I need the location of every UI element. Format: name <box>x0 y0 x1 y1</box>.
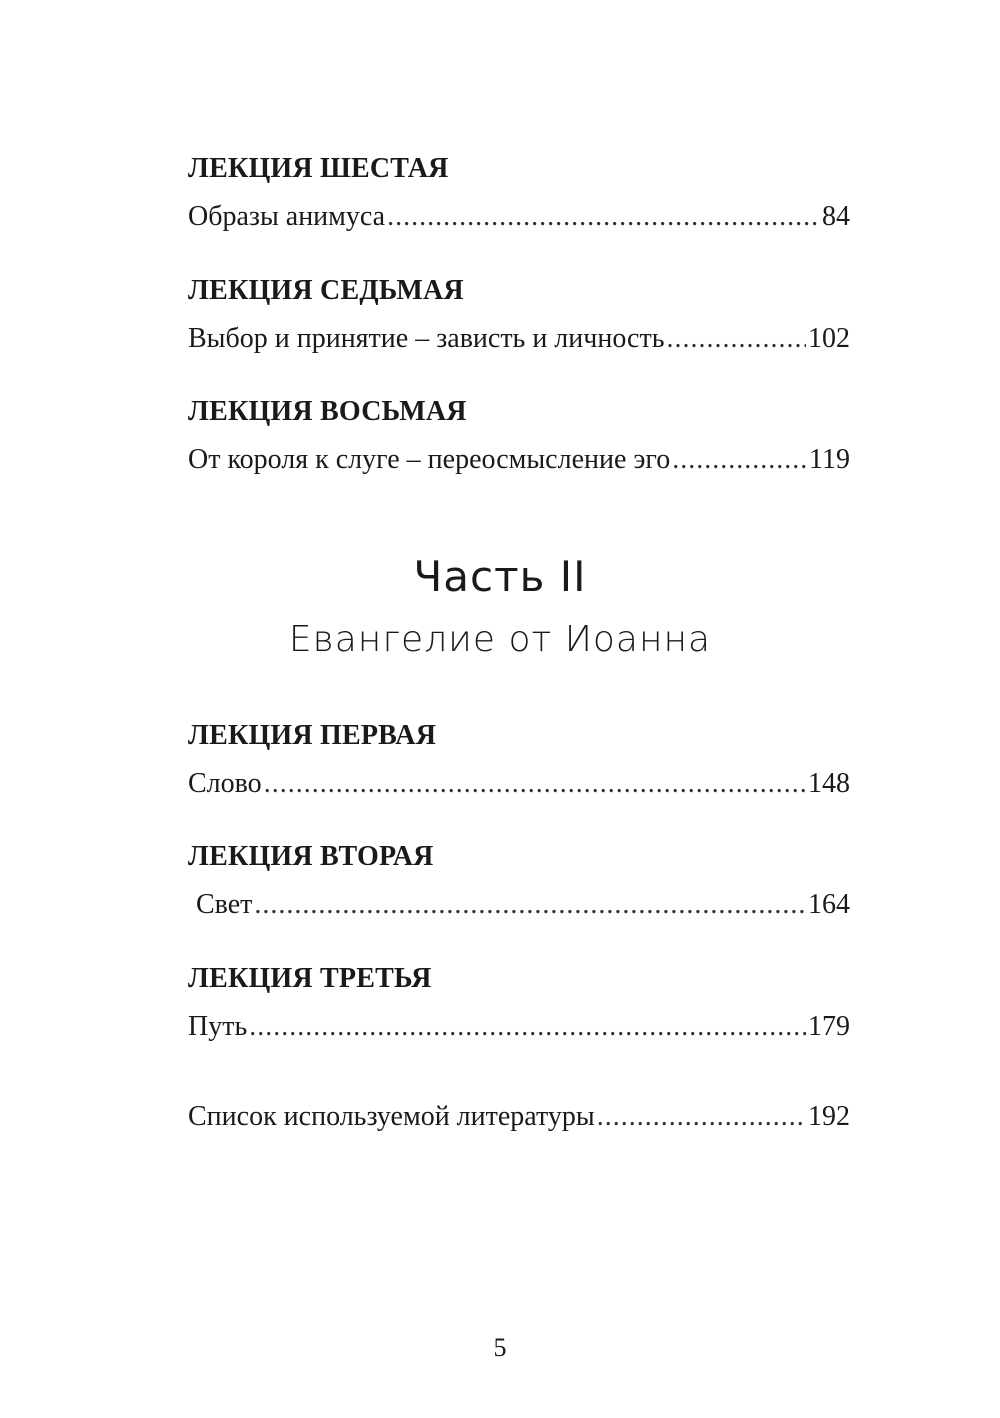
entry-page-number: 102 <box>808 323 850 354</box>
lecture-heading: ЛЕКЦИЯ СЕДЬМАЯ <box>188 275 464 306</box>
dot-leader <box>264 767 806 801</box>
entry-title: Образы анимуса <box>188 201 386 232</box>
entry-page-number: 119 <box>809 444 850 475</box>
toc-entry <box>188 888 850 922</box>
entry-page-number: 192 <box>808 1101 850 1132</box>
lecture-heading: ЛЕКЦИЯ ТРЕТЬЯ <box>188 963 432 994</box>
toc-entry <box>188 1100 850 1134</box>
entry-title: Список используемой литературы <box>188 1101 595 1132</box>
entry-page-number: 179 <box>808 1011 850 1042</box>
toc-section-bibliography <box>188 1100 850 1134</box>
dot-leader <box>249 1010 806 1044</box>
entry-title: Путь <box>188 1011 248 1042</box>
toc-entry <box>188 322 850 356</box>
entry-title: Слово <box>188 768 262 799</box>
entry-title: Свет <box>196 889 253 920</box>
toc-section-lecture-6 <box>188 152 850 234</box>
toc-entry <box>188 200 850 234</box>
entry-page-number: 164 <box>808 889 850 920</box>
part-title: Часть II <box>413 552 587 601</box>
entry-title: От короля к слуге – переосмысление эго <box>188 444 671 475</box>
toc-entry <box>188 443 850 477</box>
toc-section-lecture-2 <box>188 840 850 922</box>
toc-entry <box>188 1010 850 1044</box>
toc-section-lecture-1 <box>188 719 850 801</box>
lecture-heading: ЛЕКЦИЯ ВОСЬМАЯ <box>188 396 467 427</box>
toc-section-lecture-8 <box>188 395 850 477</box>
lecture-heading: ЛЕКЦИЯ ПЕРВАЯ <box>188 720 437 751</box>
dot-leader <box>672 443 807 477</box>
entry-page-number: 84 <box>822 201 850 232</box>
toc-section-lecture-3 <box>188 962 850 1044</box>
lecture-heading: ЛЕКЦИЯ ШЕСТАЯ <box>188 153 449 184</box>
entry-title: Выбор и принятие – зависть и личность <box>188 323 665 354</box>
toc-section-lecture-7 <box>188 274 850 356</box>
dot-leader <box>666 322 806 356</box>
dot-leader <box>387 200 820 234</box>
dot-leader <box>254 888 806 922</box>
lecture-heading: ЛЕКЦИЯ ВТОРАЯ <box>188 841 434 872</box>
dot-leader <box>597 1100 806 1134</box>
part-subtitle: Евангелие от Иоанна <box>288 619 712 660</box>
toc-entry <box>188 767 850 801</box>
page-number: 5 <box>493 1333 507 1362</box>
entry-page-number: 148 <box>808 768 850 799</box>
